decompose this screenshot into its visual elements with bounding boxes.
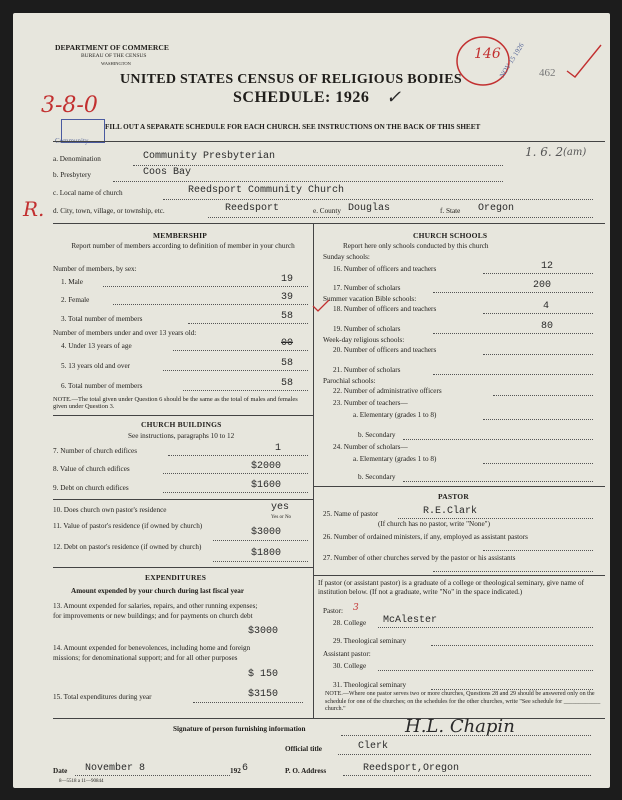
fill-line xyxy=(483,550,593,551)
schools-q16-value: 12 xyxy=(541,261,554,272)
college-intro: If pastor (or assistant pastor) is a graduate of a college or theological seminary, give name of institution below. (If not a graduate, write "No" in the space indicated.) xyxy=(318,579,584,596)
fill-line xyxy=(213,540,308,541)
schools-q24b-label: b. Secondary xyxy=(358,473,396,481)
received-date-stamp: NOV 15 1926 xyxy=(498,41,526,80)
fill-line xyxy=(403,439,593,440)
fill-line xyxy=(433,374,593,375)
membership-q4-label: 4. Under 13 years of age xyxy=(61,342,132,350)
schools-q19-label: 19. Number of scholars xyxy=(333,325,401,333)
schools-q19-value: 80 xyxy=(541,321,554,332)
membership-age-intro: Number of members under and over 13 years old: xyxy=(53,329,197,337)
denomination-value: Community Presbyterian xyxy=(143,151,276,162)
handwritten-code: 3-8-0 xyxy=(41,93,98,118)
buildings-q8-value: $2000 xyxy=(251,461,282,472)
pastor-college-value: McAlester xyxy=(383,615,438,626)
membership-q2-label: 2. Female xyxy=(61,296,90,304)
schools-q18-label: 18. Number of officers and teachers xyxy=(333,305,437,313)
fill-line xyxy=(433,333,593,334)
census-schedule-page xyxy=(13,13,610,788)
bureau-label: BUREAU OF THE CENSUS xyxy=(81,53,147,59)
pastor-note: NOTE.—Where one pastor serves two or more churches, Questions 28 and 29 should be answered only on the schedule for one of the churches; on the schedules for the other churches, write "See schedule for ____________ church." xyxy=(325,691,601,713)
pastor-q31-label: 31. Theological seminary xyxy=(333,681,407,689)
fill-line xyxy=(133,165,503,166)
fill-line xyxy=(378,670,593,671)
serial-number: 462 xyxy=(539,67,556,79)
pastor-mark: 3 xyxy=(353,603,359,613)
form-title: UNITED STATES CENSUS OF RELIGIOUS BODIES xyxy=(120,72,463,87)
membership-q4-value: 00 xyxy=(281,338,294,349)
fill-line xyxy=(208,217,593,218)
expenditures-q14-value: $ 150 xyxy=(248,669,279,680)
fill-line xyxy=(343,775,591,776)
fill-line xyxy=(483,273,593,274)
state-value: Oregon xyxy=(478,203,515,214)
buildings-q12-label: 12. Debt on pastor's residence (if owned by church) xyxy=(53,543,202,551)
pastor-q30-label: 30. College xyxy=(333,662,367,670)
fill-line xyxy=(75,775,230,776)
divider xyxy=(53,415,313,416)
fill-line xyxy=(163,492,308,493)
membership-q1-value: 19 xyxy=(281,274,294,285)
membership-q3-value: 58 xyxy=(281,311,294,322)
state-label: f. State xyxy=(440,207,461,215)
overprint-text: Community xyxy=(55,137,89,145)
official-title-value: Clerk xyxy=(358,741,389,752)
date-value: November 8 xyxy=(85,763,146,774)
schools-sunday: Sunday schools: xyxy=(323,253,370,261)
expenditures-q15-label: 15. Total expenditures during year xyxy=(53,693,152,701)
buildings-q10-label: 10. Does church own pastor's residence xyxy=(53,506,167,514)
schools-intro: Report here only schools conducted by this church xyxy=(343,242,489,250)
po-address-value: Reedsport,Oregon xyxy=(363,763,460,774)
pastor-q27-label: 27. Number of other churches served by the pastor or his assistants xyxy=(323,554,516,562)
fill-line xyxy=(193,702,303,703)
city-value: Reedsport xyxy=(225,203,280,214)
schools-q23a-label: a. Elementary (grades 1 to 8) xyxy=(353,411,437,419)
divider xyxy=(53,141,605,142)
form-number: 8—5518 a 11—90844 xyxy=(59,779,104,784)
schools-q20-label: 20. Number of officers and teachers xyxy=(333,346,437,354)
fill-line xyxy=(163,473,308,474)
divider xyxy=(53,718,605,719)
fill-line xyxy=(403,481,593,482)
fill-line xyxy=(341,735,591,736)
membership-q1-label: 1. Male xyxy=(61,278,83,286)
schools-q18-value: 4 xyxy=(543,301,550,312)
church-name-label: c. Local name of church xyxy=(53,189,123,197)
fill-line xyxy=(398,518,593,519)
schools-q22-label: 22. Number of administrative officers xyxy=(333,387,442,395)
po-address-label: P. O. Address xyxy=(285,767,327,775)
fill-line xyxy=(168,455,308,456)
buildings-q12-value: $1800 xyxy=(251,548,282,559)
buildings-q7-value: 1 xyxy=(275,443,282,454)
fill-line xyxy=(378,627,593,628)
fill-line xyxy=(113,181,503,182)
buildings-q10-sub: Yes or No xyxy=(271,515,292,520)
fill-line xyxy=(483,354,593,355)
signature-label: Signature of person furnishing information xyxy=(173,725,306,733)
pastor-name-value: R.E.Clark xyxy=(423,506,478,517)
fill-line xyxy=(163,199,593,200)
expenditures-q15-value: $3150 xyxy=(248,689,279,700)
divider xyxy=(53,567,313,568)
buildings-q11-label: 11. Value of pastor's residence (if owned by church) xyxy=(53,522,203,530)
fill-line xyxy=(103,286,308,287)
red-check-icon xyxy=(311,298,331,314)
fill-line xyxy=(173,350,308,351)
schools-weekday: Week-day religious schools: xyxy=(323,336,405,344)
schools-summer: Summer vacation Bible schools: xyxy=(323,295,417,303)
schools-parochial: Parochial schools: xyxy=(323,377,376,385)
membership-intro: Report number of members according to definition of member in your church xyxy=(71,242,295,250)
presbytery-value: Coos Bay xyxy=(143,167,192,178)
year-prefix: 192 xyxy=(230,767,241,775)
expenditures-q14-label: 14. Amount expended for benevolences, including home and foreign missions; for denominational support; and for all other purposes xyxy=(53,644,251,662)
initial-mark: R. xyxy=(23,197,45,221)
fill-line xyxy=(431,689,593,690)
expenditures-q13-value: $3000 xyxy=(248,626,279,637)
buildings-heading: CHURCH BUILDINGS xyxy=(141,420,222,429)
instruction-line: FILL OUT A SEPARATE SCHEDULE FOR EACH CHURCH. SEE INSTRUCTIONS ON THE BACK OF THIS SHEET xyxy=(105,123,481,131)
pastor-q28-label: 28. College xyxy=(333,619,367,627)
expenditures-intro: Amount expended by your church during last fiscal year xyxy=(71,587,245,595)
pastor-q26-label: 26. Number of ordained ministers, if any, employed as assistant pastors xyxy=(323,533,528,541)
membership-q6-value: 58 xyxy=(281,378,294,389)
signature: H.L. Chapin xyxy=(405,716,515,737)
column-divider xyxy=(313,678,314,718)
column-divider xyxy=(313,223,314,678)
assistant-subheading: Assistant pastor: xyxy=(323,650,371,658)
denomination-label: a. Denomination xyxy=(53,155,101,163)
margin-code: 1. 6. 2 xyxy=(525,145,564,159)
fill-line xyxy=(183,390,308,391)
fill-line xyxy=(433,571,593,572)
fill-line xyxy=(338,754,591,755)
expenditures-q13-label: 13. Amount expended for salaries, repairs, and other running expenses; for improvements or new buildings; and for payments on church debt xyxy=(53,602,258,620)
membership-q2-value: 39 xyxy=(281,292,294,303)
city-label: d. City, town, village, or township, etc. xyxy=(53,207,165,215)
schools-q17-label: 17. Number of scholars xyxy=(333,284,401,292)
red-check-icon xyxy=(565,41,605,81)
fill-line xyxy=(433,292,593,293)
membership-by-sex: Number of members, by sex: xyxy=(53,265,137,273)
schools-q24a-label: a. Elementary (grades 1 to 8) xyxy=(353,455,437,463)
buildings-q11-value: $3000 xyxy=(251,527,282,538)
fill-line xyxy=(113,304,308,305)
pastor-q25-label: 25. Name of pastor xyxy=(323,510,379,518)
buildings-q9-label: 9. Debt on church edifices xyxy=(53,484,129,492)
official-title-label: Official title xyxy=(285,745,322,753)
fill-line xyxy=(483,313,593,314)
fill-line xyxy=(188,323,308,324)
membership-q5-value: 58 xyxy=(281,358,294,369)
church-name-value: Reedsport Community Church xyxy=(188,185,345,196)
buildings-q7-label: 7. Number of church edifices xyxy=(53,447,138,455)
schools-q23-label: 23. Number of teachers— xyxy=(333,399,408,407)
divider xyxy=(53,499,313,500)
buildings-q9-value: $1600 xyxy=(251,480,282,491)
presbytery-label: b. Presbytery xyxy=(53,171,91,179)
fill-line xyxy=(483,463,593,464)
membership-note: NOTE.—The total given under Question 6 should be the same as the total of males and females given under Question 3. xyxy=(53,396,298,410)
date-label: Date xyxy=(53,767,68,775)
margin-code-2: (am) xyxy=(563,147,587,158)
fill-line xyxy=(493,395,593,396)
fill-line xyxy=(213,561,308,562)
year-digit: 6 xyxy=(242,763,249,774)
membership-q5-label: 5. 13 years old and over xyxy=(61,362,131,370)
city-label: WASHINGTON xyxy=(101,61,131,66)
expenditures-heading: EXPENDITURES xyxy=(145,573,207,582)
check-icon: ✓ xyxy=(386,87,402,108)
county-value: Douglas xyxy=(348,203,391,214)
fill-line xyxy=(163,370,308,371)
pastor-subheading: Pastor: xyxy=(323,607,343,615)
pastor-heading: PASTOR xyxy=(438,492,469,501)
buildings-q8-label: 8. Value of church edifices xyxy=(53,465,130,473)
pastor-q29-label: 29. Theological seminary xyxy=(333,637,407,645)
membership-q3-label: 3. Total number of members xyxy=(61,315,143,323)
pastor-q25-note: (If church has no pastor, write "None") xyxy=(378,520,490,528)
schools-heading: CHURCH SCHOOLS xyxy=(413,231,488,240)
schools-q17-value: 200 xyxy=(533,280,552,291)
schools-q16-label: 16. Number of officers and teachers xyxy=(333,265,437,273)
divider xyxy=(53,223,605,224)
county-label: e. County xyxy=(313,207,341,215)
schools-q23b-label: b. Secondary xyxy=(358,431,396,439)
divider xyxy=(313,486,605,487)
schools-q24-label: 24. Number of scholars— xyxy=(333,443,408,451)
membership-heading: MEMBERSHIP xyxy=(153,231,208,240)
stamp-number: 146 xyxy=(474,46,501,62)
form-subtitle: SCHEDULE: 1926 xyxy=(233,89,370,106)
fill-line xyxy=(483,419,593,420)
department-label: DEPARTMENT OF COMMERCE xyxy=(55,43,169,52)
membership-q6-label: 6. Total number of members xyxy=(61,382,143,390)
schools-q21-label: 21. Number of scholars xyxy=(333,366,401,374)
buildings-intro: See instructions, paragraphs 10 to 12 xyxy=(128,432,235,440)
buildings-q10-value: yes xyxy=(271,502,290,513)
divider xyxy=(313,575,605,576)
fill-line xyxy=(431,645,593,646)
